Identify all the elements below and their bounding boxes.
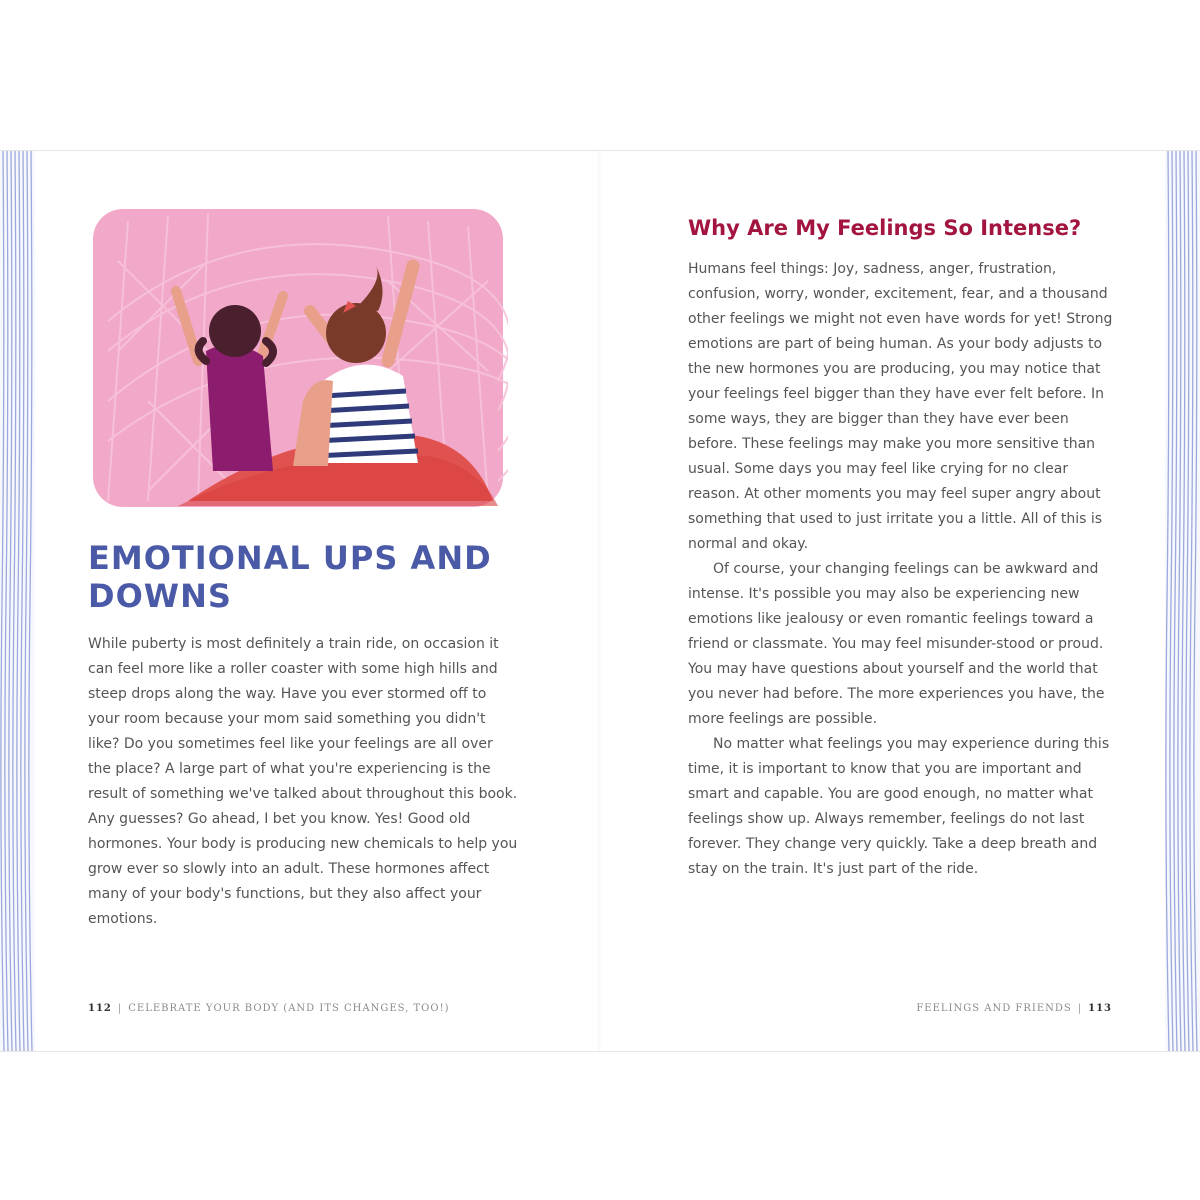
page-number: 112 <box>88 1003 112 1014</box>
book-spread <box>0 150 1200 1052</box>
roller-coaster-illustration <box>88 201 508 513</box>
section-heading: EMOTIONAL UPS AND DOWNS <box>88 539 492 615</box>
body-paragraph: No matter what feelings you may experience during this time, it is important to know that you are important and smart and capable. You are good enough, no matter what feelings show up. Always remember, feelings do not last forever. They change very quickly. Take a deep breath and stay on the train. It's just part of the ride. <box>688 736 1110 877</box>
page-number: 113 <box>1088 1003 1112 1014</box>
body-paragraph: Humans feel things: Joy, sadness, anger, frustration, confusion, worry, wonder, excitement, fear, and a thousand other feelings we might not even have words for yet! Strong emotions are part of being human. As your body adjusts to the new hormones you are producing, you may notice that your feelings feel bigger than they have ever felt before. In some ways, they are bigger than they have ever been before. These feelings may make you more sensitive than usual. Some days you may feel like crying for no clear reason. At other moments you may feel super angry about something that used to just irritate you a little. All of this is normal and okay. <box>688 261 1113 552</box>
page-edge-left <box>0 151 35 1051</box>
footer-separator: | <box>1077 1003 1083 1014</box>
page-edge-right <box>1165 151 1200 1051</box>
book-gutter <box>598 151 602 1051</box>
footer-separator: | <box>117 1003 123 1014</box>
body-text <box>688 257 1118 882</box>
running-title: FEELINGS AND FRIENDS <box>916 1003 1072 1014</box>
body-paragraph: Of course, your changing feelings can be awkward and intense. It's possible you may also be experiencing new emotions like jealousy or even romantic feelings toward a friend or classmate. You may feel misunder-stood or proud. You may have questions about yourself and the world that you never had before. The more experiences you have, the more feelings are possible. <box>688 561 1105 727</box>
body-paragraph: While puberty is most definitely a train ride, on occasion it can feel more like a roller coaster with some high hills and steep drops along the way. Have you ever stormed off to your room because your mom said something you didn't like? Do you sometimes feel like your feelings are all over the place? A large part of what you're experiencing is the result of something we've talked about throughout this book. Any guesses? Go ahead, I bet you know. Yes! Good old hormones. Your body is producing new chemicals to help you grow ever so slowly into an adult. These hormones affect many of your body's functions, but they also affect your emotions. <box>88 636 518 927</box>
running-title: CELEBRATE YOUR BODY (AND ITS CHANGES, TOO!) <box>128 1003 450 1014</box>
subsection-heading: Why Are My Feelings So Intense? <box>688 216 1082 240</box>
footer-right <box>916 1003 1112 1014</box>
footer-left <box>88 1003 450 1014</box>
